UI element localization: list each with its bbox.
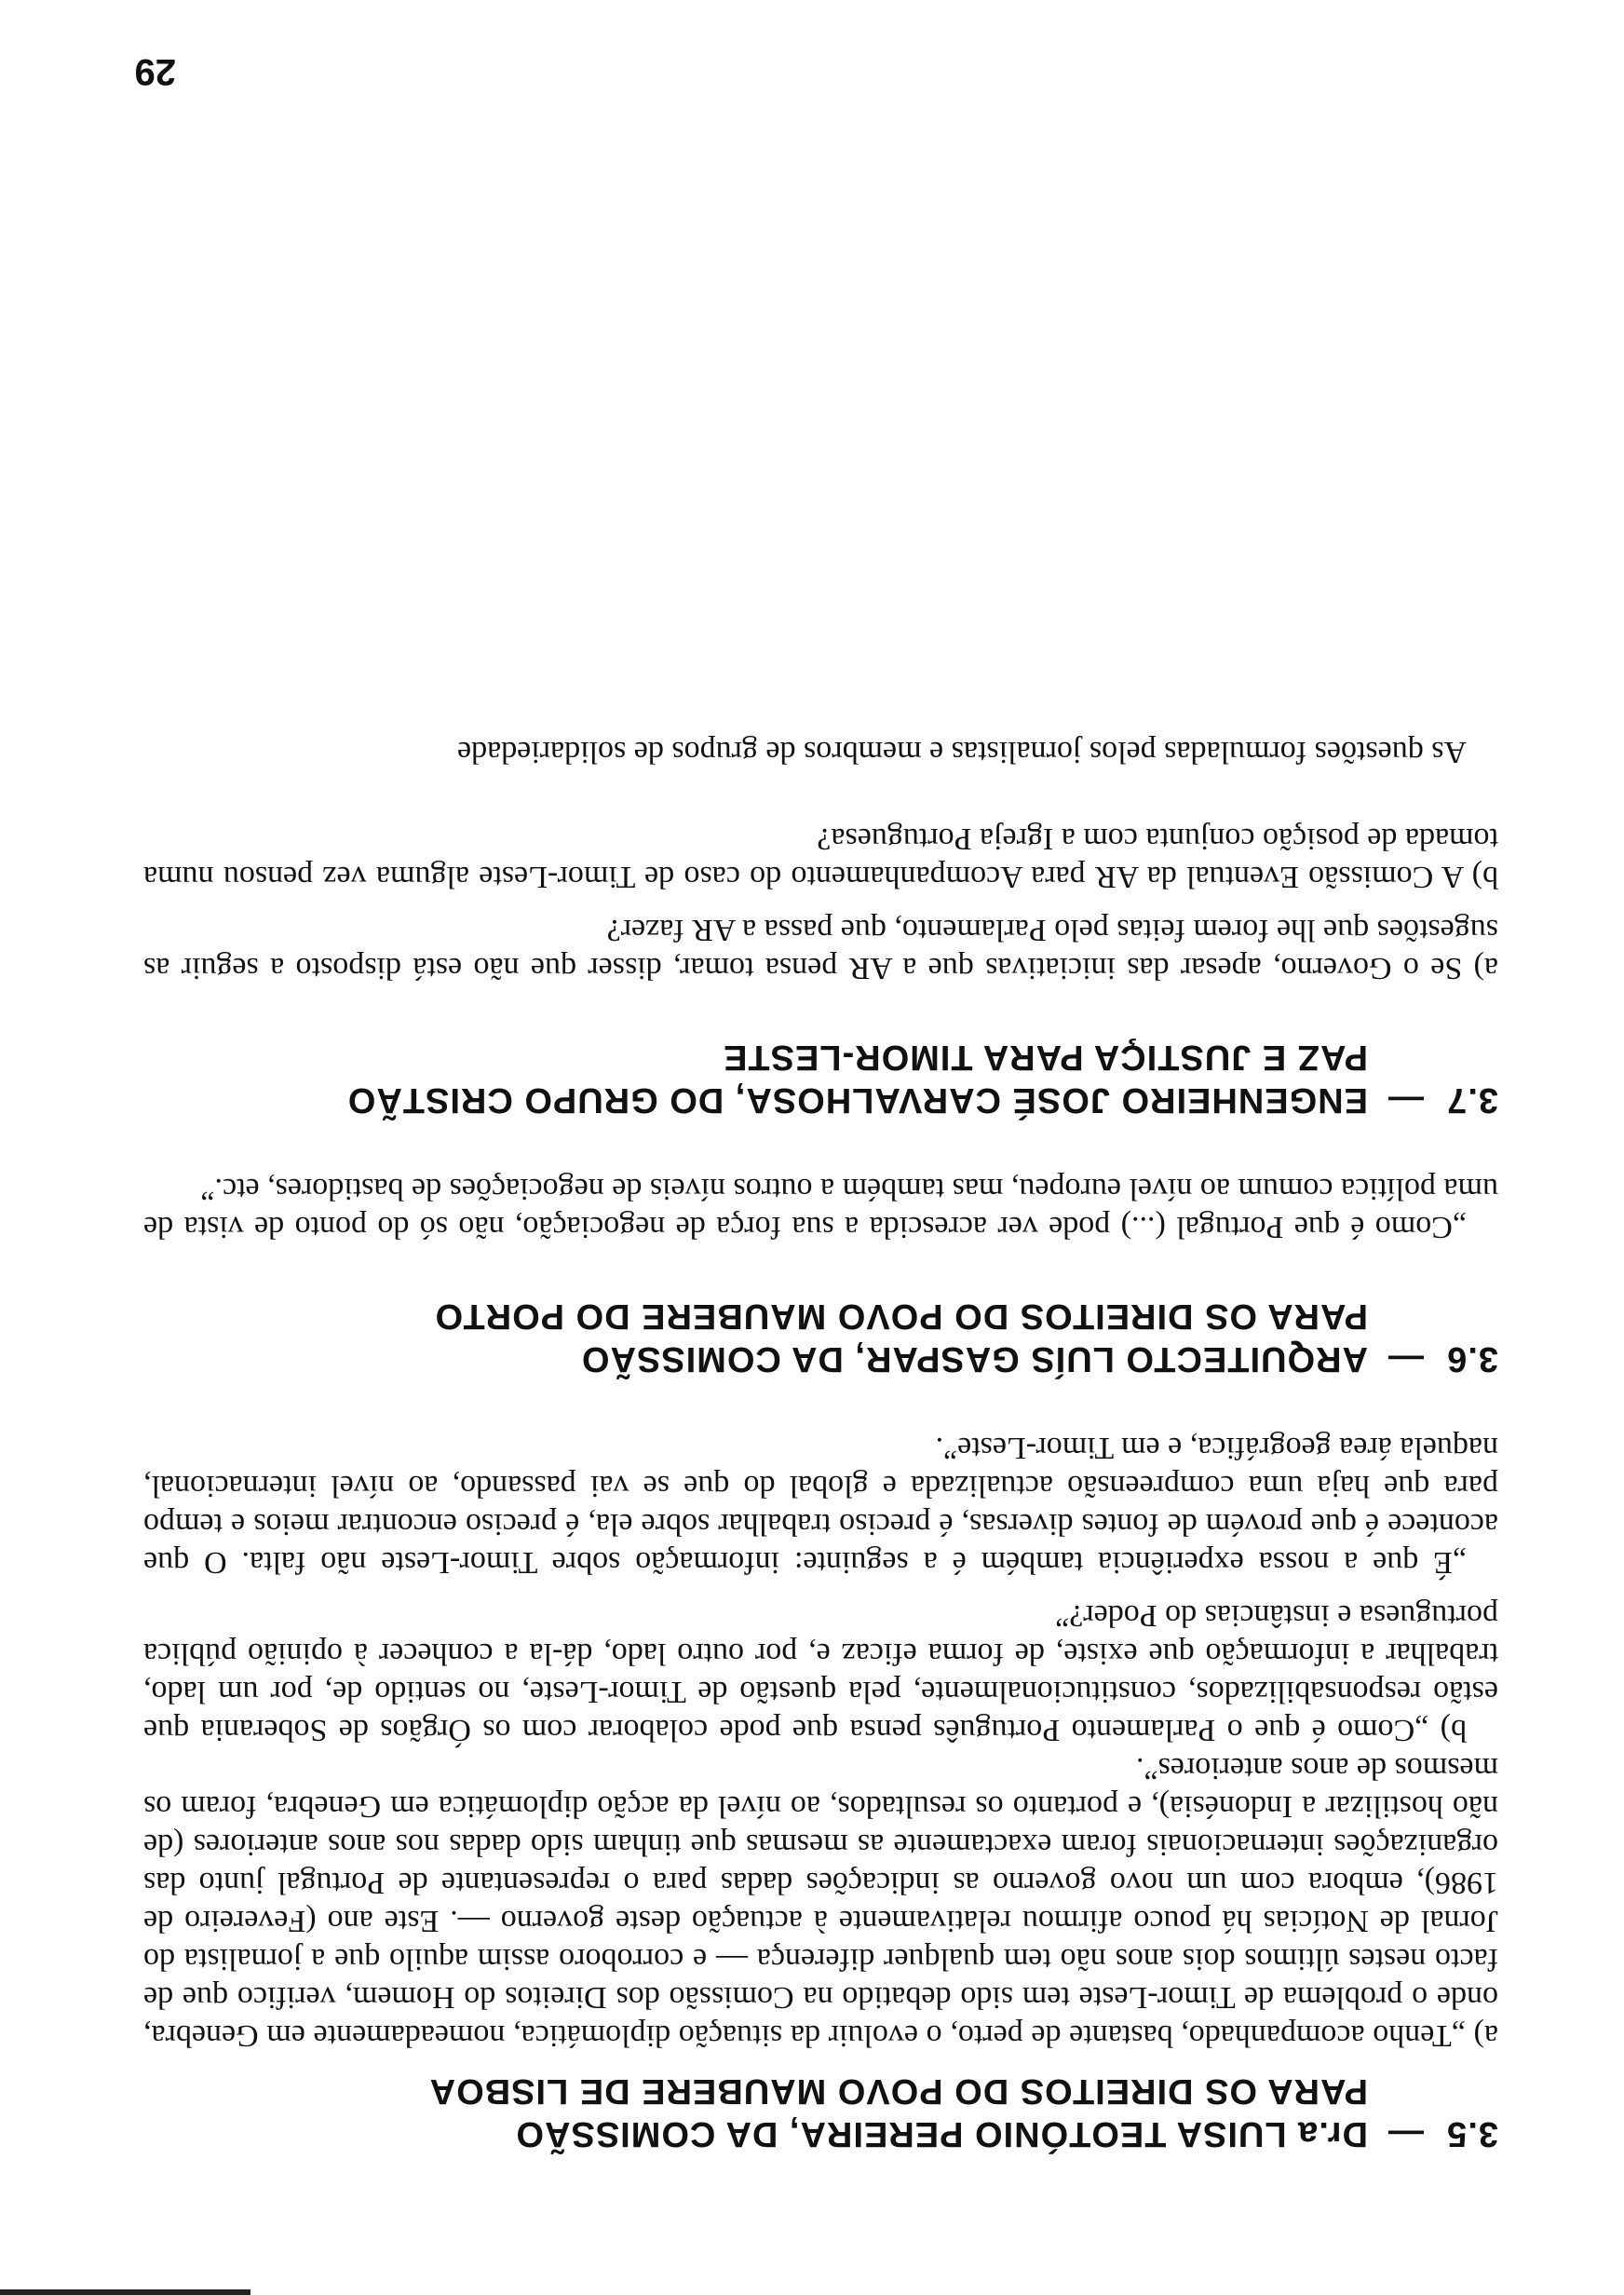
section-title-line2: PARA OS DIREITOS DO POVO MAUBERE DE LISBOA	[428, 2071, 1368, 2111]
section-title	[143, 2070, 1368, 2155]
section-title-line2: PAZ E JUSTIÇA PARA TIMOR-LESTE	[723, 1038, 1368, 1077]
heading-dash: —	[1387, 2114, 1424, 2153]
scan-edge-rule	[0, 2289, 250, 2295]
section-title-line2: PARA OS DIREITOS DO POVO MAUBERE DO PORTO	[434, 1297, 1368, 1336]
section-3-6-heading	[143, 1295, 1498, 1380]
paragraph: b) „Como é que o Parlamento Português pensa que pode colaborar com os Órgãos de Soberania que estão responsabilizados, constitucionalmente, pela questão de Timor-Leste, no sentido de, por um lado, trabalhar a informação que existe, de forma eficaz e, por outro lado, dá-la a conhecer à opinião pública portuguesa e instâncias do Poder?”	[143, 1598, 1498, 1747]
paragraph: „É que a nossa experiência também é a seguinte: informação sobre Timor-Leste não falta. O que acontece é que provém de fontes diversas, é preciso trabalhar sobre ela, é preciso encontrar meios e tempo para que haja uma compreensão actualizada e global do que se vai passando, ao nível internacional, naquela área geográfica, e em Timor-Leste”.	[143, 1431, 1498, 1580]
text-block	[143, 733, 1498, 2155]
section-title	[143, 1036, 1368, 1121]
page-number: 29	[134, 51, 176, 92]
paragraph: „Como é que Portugal (...) pode ver acrescida a sua força de negociação, não só do ponto de vista de uma política comum ao nível europeu, mas também a outros níveis de negociações de bastidores, etc.”	[143, 1172, 1498, 1244]
heading-dash: —	[1387, 1339, 1424, 1378]
section-3-5-heading	[143, 2070, 1498, 2155]
section-number: 3.6	[1446, 1339, 1498, 1378]
section-number: 3.5	[1446, 2114, 1498, 2153]
section-3-7-heading	[143, 1036, 1498, 1121]
paragraph: a) Se o Governo, apesar das iniciativas que a AR pensa tomar, disser que não está disposto a seguir as sugestões que lhe forem feitas pelo Parlamento, que passa a AR fazer?	[143, 913, 1498, 985]
paragraph: As questões formuladas pelos jornalistas e membros de grupos de solidariedade	[457, 735, 1467, 769]
paragraph: b) A Comissão Eventual da AR para Acompanhamento do caso de Timor-Leste alguma vez pensou numa tomada de posição conjunta com a Igreja Portuguesa?	[143, 822, 1498, 894]
section-title-line1: ENGENHEIRO JOSÉ CARVALHOSA, DO GRUPO CRISTÃO	[346, 1080, 1368, 1120]
section-title	[143, 1295, 1368, 1380]
heading-dash: —	[1387, 1080, 1424, 1120]
section-number: 3.7	[1446, 1080, 1498, 1120]
section-title-line1: ARQUITECTO LUÍS GASPAR, DA COMISSÃO	[580, 1339, 1368, 1378]
section-title-line1: Dr.a LUISA TEOTÓNIO PEREIRA, DA COMISSÃO	[515, 2114, 1368, 2153]
paragraph: a) „Tenho acompanhado, bastante de perto, o evoluir da situação diplomática, nomeadamente em Genebra, onde o problema de Timor-Leste tem sido debatido na Comissão dos Direitos do Homem, verifico que de facto nestes últimos dois anos não tem qualquer diferença — e corroboro assim aquilo que a jornalista do Jornal de Notícias há pouco afirmou relativamente à actuação deste governo —. Este ano (Fevereiro de 1986), embora com um novo governo as indicações dadas para o representante de Portugal junto das organizações internacionais foram exactamente as mesmas que tinham sido dadas nos anos anteriores (de não hostilizar a Indonésia), e portanto os resultados, ao nível da acção diplomática em Genebra, foram os mesmos de anos anteriores”.	[143, 1751, 1498, 2053]
